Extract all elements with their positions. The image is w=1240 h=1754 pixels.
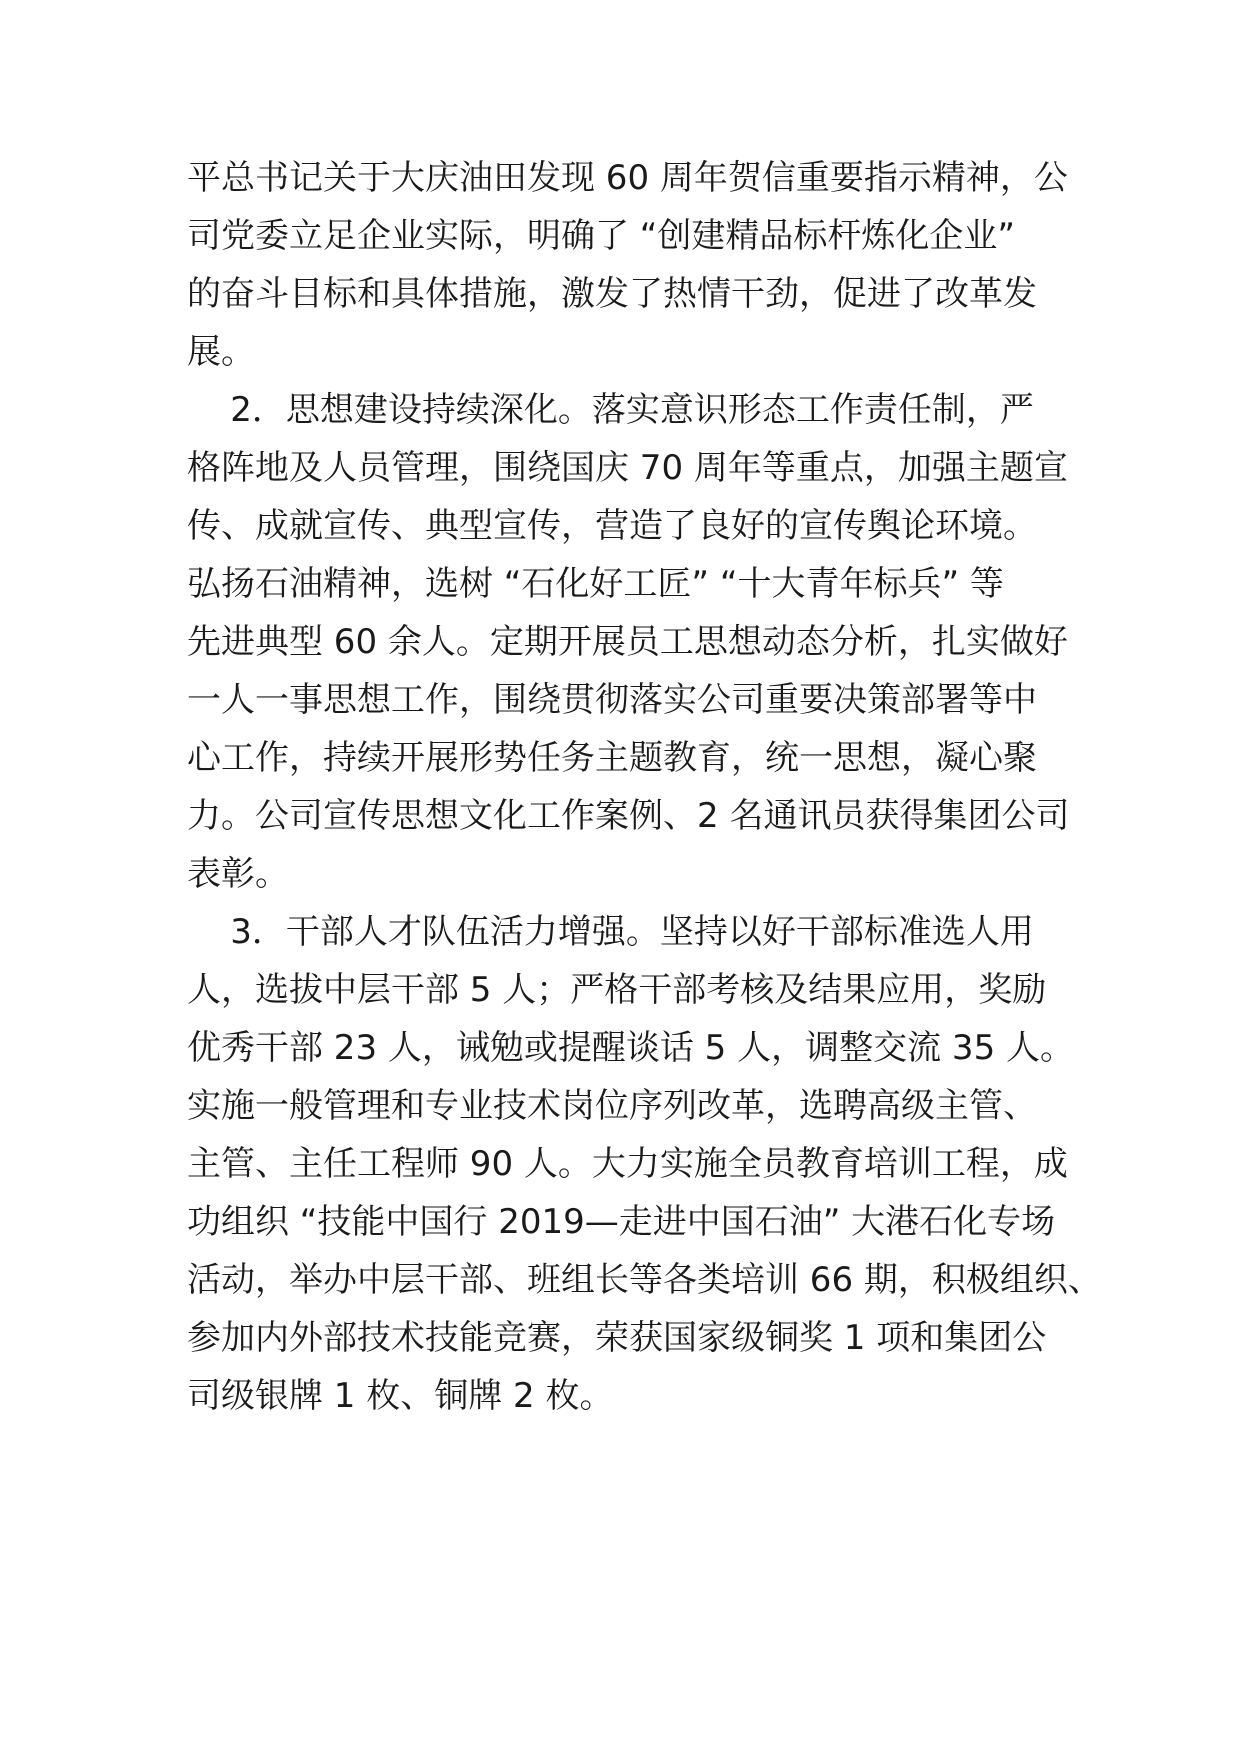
- body-text-line: 司级银牌 1 枚、铜牌 2 枚。: [187, 1376, 614, 1416]
- body-text-line: 人，选拔中层干部 5 人；严格干部考核及结果应用，奖励: [187, 970, 1047, 1010]
- body-text-line: 心工作，持续开展形势任务主题教育，统一思想，凝心聚: [187, 738, 1037, 778]
- body-text-line: 传、成就宣传、典型宣传，营造了良好的宣传舆论环境。: [187, 506, 1037, 546]
- body-text-line: 先进典型 60 余人。定期开展员工思想动态分析，扎实做好: [187, 622, 1068, 662]
- paragraph-2-first-line: 2．思想建设持续深化。落实意识形态工作责任制，严: [187, 390, 1034, 430]
- body-text-line: 的奋斗目标和具体措施，激发了热情干劲，促进了改革发: [187, 274, 1037, 314]
- body-text-line: 展。: [187, 332, 255, 372]
- body-text-line: 司党委立足企业实际，明确了 “创建精品标杆炼化企业”: [187, 216, 1016, 256]
- body-text-line: 参加内外部技术技能竞赛，荣获国家级铜奖 1 项和集团公: [187, 1318, 1047, 1358]
- body-text-line: 力。公司宣传思想文化工作案例、2 名通讯员获得集团公司: [187, 796, 1070, 836]
- body-text-line: 实施一般管理和专业技术岗位序列改革，选聘高级主管、: [187, 1086, 1037, 1126]
- body-text-line: 功组织 “技能中国行 2019—走进中国石油” 大港石化专场: [187, 1202, 1056, 1242]
- body-text-line: 主管、主任工程师 90 人。大力实施全员教育培训工程，成: [187, 1144, 1068, 1184]
- body-text-line: 优秀干部 23 人，诫勉或提醒谈话 5 人，调整交流 35 人。: [187, 1028, 1075, 1068]
- body-text-line: 格阵地及人员管理，围绕国庆 70 周年等重点，加强主题宣: [187, 448, 1068, 488]
- body-text-line: 活动，举办中层干部、班组长等各类培训 66 期，积极组织、: [187, 1260, 1102, 1300]
- body-text-line: 表彰。: [187, 854, 289, 894]
- body-text-line: 弘扬石油精神，选树 “石化好工匠” “十大青年标兵” 等: [187, 564, 1004, 604]
- paragraph-3-first-line: 3．干部人才队伍活力增强。坚持以好干部标准选人用: [187, 912, 1034, 952]
- body-text-line: 一人一事思想工作，围绕贯彻落实公司重要决策部署等中: [187, 680, 1037, 720]
- body-text-line: 平总书记关于大庆油田发现 60 周年贺信重要指示精神，公: [187, 158, 1068, 198]
